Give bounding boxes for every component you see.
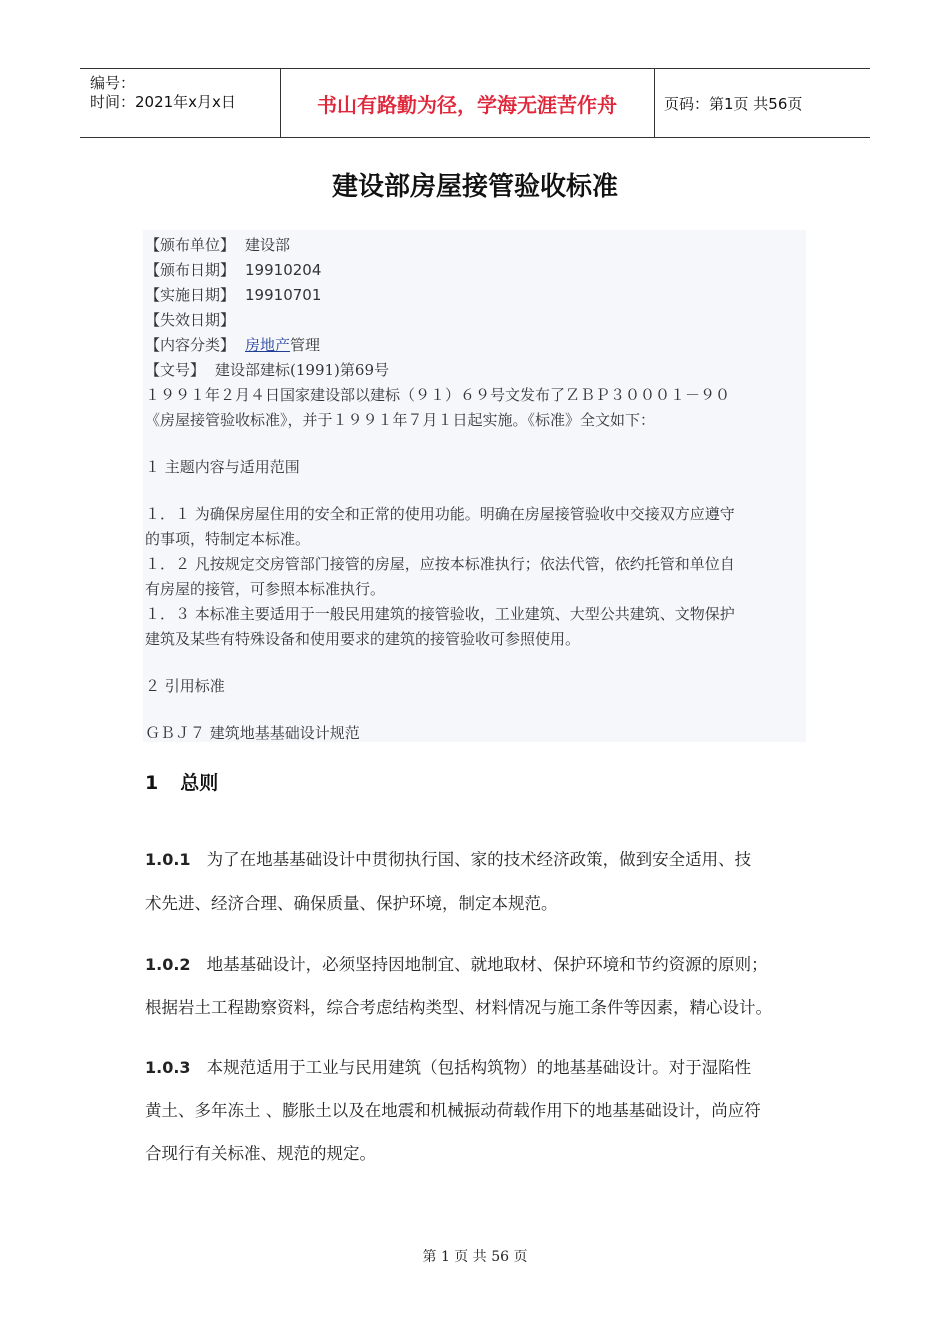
- clause-line: 黄土、多年冻土 、膨胀土以及在地震和机械振动荷载作用下的地基基础设计，尚应符: [145, 1101, 761, 1120]
- chapter-title: 总则: [180, 772, 219, 794]
- issuer-value: 建设部: [245, 236, 291, 254]
- issue-date-row: [145, 259, 321, 280]
- clause-line: 有房屋的接管，可参照本标准执行。: [145, 580, 386, 598]
- category-link[interactable]: 房地产: [245, 336, 291, 354]
- clause-line: 术先进、经济合理、确保质量、保护环境，制定本规范。: [145, 894, 558, 913]
- section-heading: １ 主题内容与适用范围: [145, 458, 300, 476]
- issuer-row: [145, 234, 290, 255]
- clause-line: [145, 951, 768, 975]
- clause-line: [145, 846, 751, 870]
- clause-number: 1.0.3: [145, 1058, 191, 1077]
- issue-date-value: 19910204: [245, 261, 322, 279]
- intro-line: １９９１年２月４日国家建设部以建标（９１）６９号文发布了ＺＢＰ３０００１－９０: [145, 386, 731, 404]
- docno-row: [145, 359, 389, 380]
- effective-date-row: [145, 284, 321, 305]
- header-info-cell: [80, 69, 280, 137]
- clause-text: 地基基础设计，必须坚持因地制宜、就地取材、保护环境和节约资源的原则；: [206, 955, 768, 974]
- section-heading: ２ 引用标准: [145, 677, 225, 695]
- clause-line: １．１ 为确保房屋住用的安全和正常的使用功能。明确在房屋接管验收中交接双方应遵守: [145, 505, 735, 523]
- clause-text: 本规范适用于工业与民用建筑（包括构筑物）的地基基础设计。对于湿陷性: [206, 1058, 752, 1077]
- clause-text: 为了在地基基础设计中贯彻执行国、家的技术经济政策，做到安全适用、技: [206, 850, 752, 869]
- chapter-number: 1: [145, 772, 159, 794]
- standard-reference: ＧＢＪ７ 建筑地基基础设计规范: [145, 724, 360, 742]
- effective-date-value: 19910701: [245, 286, 322, 304]
- document-time-label: 时间：2021年x月x日: [90, 93, 236, 111]
- clause-line: 的事项，特制定本标准。: [145, 530, 311, 548]
- clause-line: 建筑及某些有特殊设备和使用要求的建筑的接管验收可参照使用。: [145, 630, 581, 648]
- intro-line: 《房屋接管验收标准》，并于１９９１年７月１日起实施。《标准》全文如下：: [145, 411, 656, 429]
- document-title: 建设部房屋接管验收标准: [331, 172, 618, 202]
- docno-label: 【文号】: [145, 361, 206, 379]
- header-motto: 书山有路勤为径，学海无涯苦作舟: [317, 93, 617, 117]
- header-divider: [654, 69, 655, 137]
- effective-date-label: 【实施日期】: [145, 286, 236, 304]
- metadata-panel: [143, 230, 806, 742]
- issue-date-label: 【颁布日期】: [145, 261, 236, 279]
- chapter-heading: [145, 768, 218, 795]
- docno-value: 建设部建标(1991)第69号: [215, 361, 389, 379]
- category-rest: 管理: [290, 336, 321, 354]
- expiry-date-label: 【失效日期】: [145, 311, 236, 329]
- category-row: [145, 334, 320, 355]
- page-footer: 第 1 页 共 56 页: [422, 1249, 528, 1265]
- clause-number: 1.0.1: [145, 850, 191, 869]
- issuer-label: 【颁布单位】: [145, 236, 236, 254]
- category-label: 【内容分类】: [145, 336, 236, 354]
- clause-number: 1.0.2: [145, 955, 191, 974]
- clause-line: １．２ 凡按规定交房管部门接管的房屋，应按本标准执行；依法代管，依约托管和单位自: [145, 555, 735, 573]
- expiry-date-row: [145, 309, 235, 330]
- document-number-label: 编号：: [90, 74, 136, 92]
- page-header: [80, 68, 870, 138]
- clause-line: １．３ 本标准主要适用于一般民用建筑的接管验收，工业建筑、大型公共建筑、文物保护: [145, 605, 735, 623]
- clause-line: [145, 1054, 751, 1078]
- clause-line: 根据岩土工程勘察资料，综合考虑结构类型、材料情况与施工条件等因素，精心设计。: [145, 998, 772, 1017]
- header-page-info: 页码：第1页 共56页: [664, 95, 803, 113]
- clause-line: 合现行有关标准、规范的规定。: [145, 1144, 376, 1163]
